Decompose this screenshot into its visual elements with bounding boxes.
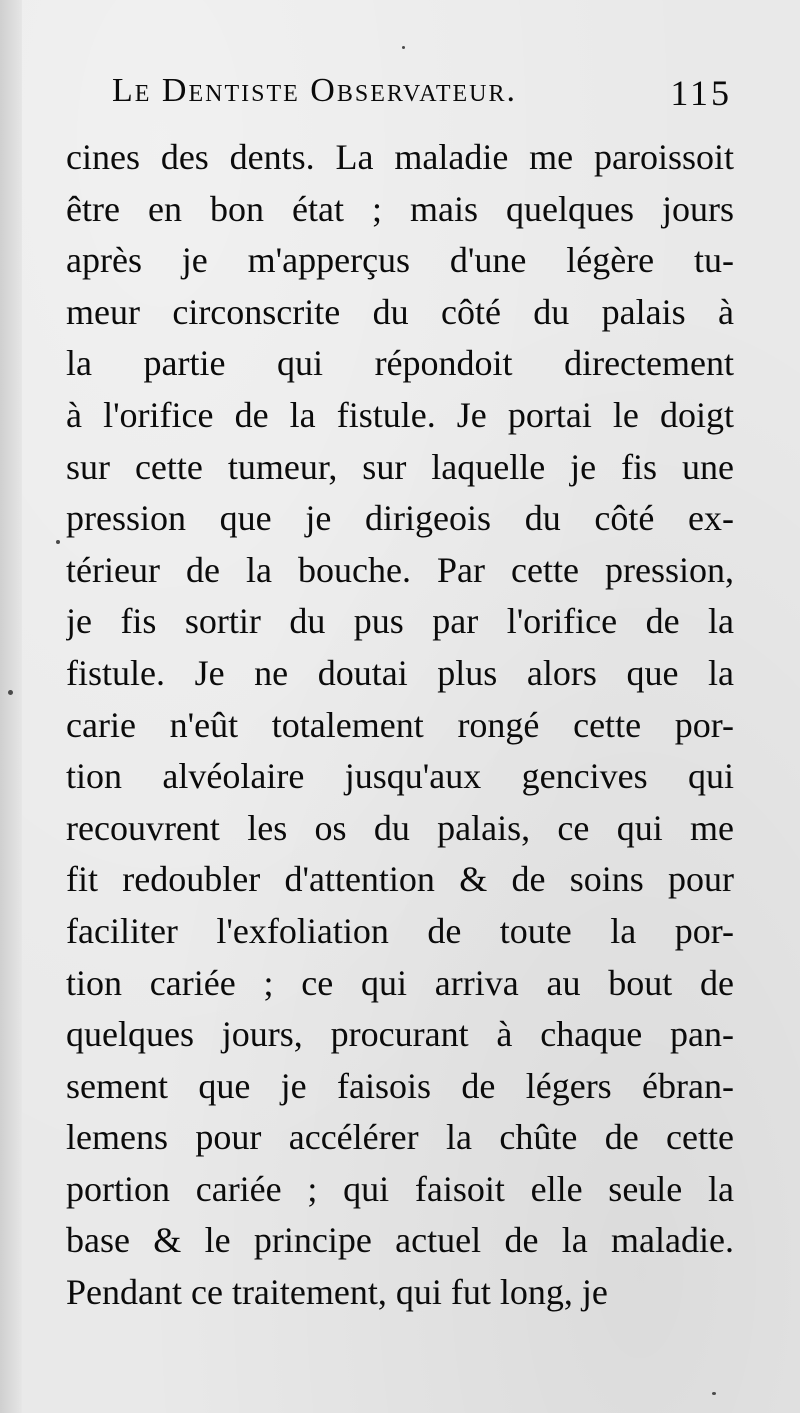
- text-line: carie n'eût totalement rongé cette por-: [66, 704, 734, 745]
- text-line: Pendant ce traitement, qui fut long, je: [66, 1272, 608, 1313]
- text-line: portion cariée ; qui faisoit elle seule la: [66, 1168, 734, 1209]
- text-line: faciliter l'exfoliation de toute la por-: [66, 910, 734, 951]
- text-line: meur circonscrite du côté du palais à: [66, 291, 734, 332]
- page-number: 115: [670, 73, 732, 113]
- text-line: lemens pour accélérer la chûte de cette: [66, 1117, 734, 1158]
- text-line: sement que je faisois de légers ébran-: [66, 1065, 734, 1106]
- text-line: recouvrent les os du palais, ce qui me: [66, 807, 734, 848]
- text-line: sur cette tumeur, sur laquelle je fis une: [66, 446, 734, 487]
- text-line: fistule. Je ne doutai plus alors que la: [66, 652, 734, 693]
- page-gutter-shadow: [0, 0, 22, 1413]
- text-line: la partie qui répondoit directement: [66, 343, 734, 384]
- text-line: après je m'apperçus d'une légère tu-: [66, 240, 734, 281]
- body-text: [66, 132, 734, 1319]
- text-line: tion alvéolaire jusqu'aux gencives qui: [66, 756, 734, 797]
- text-line: fit redoubler d'attention & de soins pour: [66, 859, 734, 900]
- text-line: quelques jours, procurant à chaque pan-: [66, 1014, 734, 1055]
- text-line: être en bon état ; mais quelques jours: [66, 188, 734, 229]
- text-line: pression que je dirigeois du côté ex-: [66, 498, 734, 539]
- text-line: cines des dents. La maladie me paroissoit: [66, 137, 734, 177]
- text-line: tion cariée ; ce qui arriva au bout de: [66, 962, 734, 1003]
- text-line: je fis sortir du pus par l'orifice de la: [66, 601, 734, 642]
- text-line: à l'orifice de la fistule. Je portai le doigt: [66, 394, 734, 435]
- page-header: [112, 72, 732, 122]
- text-line: base & le principe actuel de la maladie.: [66, 1220, 734, 1261]
- text-line: térieur de la bouche. Par cette pression,: [66, 549, 734, 590]
- running-title: Le Dentiste Observateur.: [112, 72, 518, 109]
